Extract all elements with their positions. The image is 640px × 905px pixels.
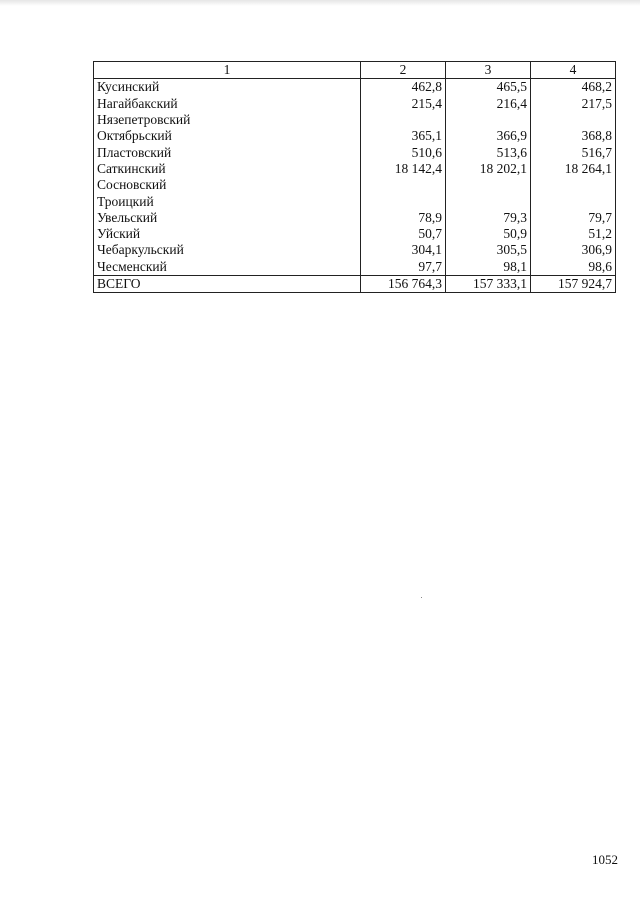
table-row <box>94 161 616 177</box>
district-name: Саткинский <box>94 161 361 177</box>
total-col-2: 156 764,3 <box>361 275 446 292</box>
total-col-4: 157 924,7 <box>531 275 616 292</box>
value-col-2: 304,1 <box>361 242 446 258</box>
value-col-4: 98,6 <box>531 259 616 276</box>
district-name: Кусинский <box>94 79 361 96</box>
value-col-4: 18 264,1 <box>531 161 616 177</box>
value-col-4: 306,9 <box>531 242 616 258</box>
value-col-3 <box>446 193 531 209</box>
table-row <box>94 226 616 242</box>
district-name: Пластовский <box>94 144 361 160</box>
value-col-2: 18 142,4 <box>361 161 446 177</box>
district-name: Сосновский <box>94 177 361 193</box>
value-col-3: 366,9 <box>446 128 531 144</box>
value-col-2: 78,9 <box>361 210 446 226</box>
header-row <box>94 62 616 79</box>
district-name: Чебаркульский <box>94 242 361 258</box>
scan-speck <box>421 597 422 598</box>
value-col-2 <box>361 112 446 128</box>
district-name: Троицкий <box>94 193 361 209</box>
header-col-2: 2 <box>361 62 446 79</box>
header-col-3: 3 <box>446 62 531 79</box>
table-row <box>94 128 616 144</box>
value-col-2 <box>361 193 446 209</box>
total-col-3: 157 333,1 <box>446 275 531 292</box>
header-col-4: 4 <box>531 62 616 79</box>
value-col-3: 465,5 <box>446 79 531 96</box>
header-col-1: 1 <box>94 62 361 79</box>
district-name: Нязепетровский <box>94 112 361 128</box>
table-row <box>94 177 616 193</box>
page-number: 1052 <box>592 852 618 867</box>
district-name: Нагайбакский <box>94 96 361 112</box>
value-col-4: 516,7 <box>531 144 616 160</box>
value-col-2 <box>361 177 446 193</box>
value-col-3: 98,1 <box>446 259 531 276</box>
value-col-4: 468,2 <box>531 79 616 96</box>
table-row <box>94 259 616 276</box>
table-row <box>94 96 616 112</box>
value-col-3: 216,4 <box>446 96 531 112</box>
value-col-2: 50,7 <box>361 226 446 242</box>
district-name: Увельский <box>94 210 361 226</box>
value-col-2: 97,7 <box>361 259 446 276</box>
value-col-4: 368,8 <box>531 128 616 144</box>
value-col-4: 217,5 <box>531 96 616 112</box>
table-row <box>94 193 616 209</box>
value-col-4: 79,7 <box>531 210 616 226</box>
value-col-2: 510,6 <box>361 144 446 160</box>
value-col-3: 513,6 <box>446 144 531 160</box>
value-col-3 <box>446 112 531 128</box>
value-col-2: 462,8 <box>361 79 446 96</box>
value-col-3: 50,9 <box>446 226 531 242</box>
district-name: Октябрьский <box>94 128 361 144</box>
table-row <box>94 144 616 160</box>
value-col-4: 51,2 <box>531 226 616 242</box>
value-col-4 <box>531 177 616 193</box>
value-col-3: 18 202,1 <box>446 161 531 177</box>
total-row <box>94 275 616 292</box>
table-row <box>94 242 616 258</box>
total-label: ВСЕГО <box>94 275 361 292</box>
value-col-4 <box>531 112 616 128</box>
value-col-3 <box>446 177 531 193</box>
district-name: Уйский <box>94 226 361 242</box>
table-row <box>94 210 616 226</box>
data-table <box>93 61 616 293</box>
scan-top-edge <box>0 0 640 6</box>
table-row <box>94 112 616 128</box>
value-col-2: 215,4 <box>361 96 446 112</box>
table-row <box>94 79 616 96</box>
district-name: Чесменский <box>94 259 361 276</box>
value-col-3: 79,3 <box>446 210 531 226</box>
value-col-4 <box>531 193 616 209</box>
value-col-3: 305,5 <box>446 242 531 258</box>
value-col-2: 365,1 <box>361 128 446 144</box>
